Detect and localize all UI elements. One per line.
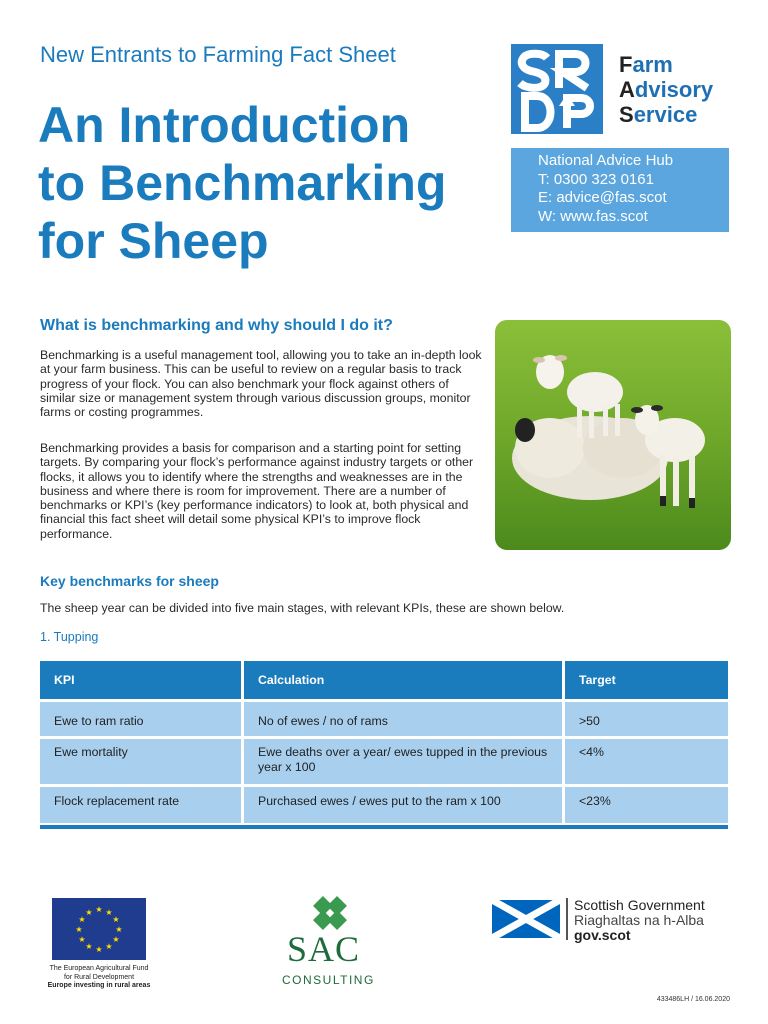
table-row xyxy=(40,739,728,784)
sac-logo-text: SAC xyxy=(287,929,361,969)
svg-text:★: ★ xyxy=(95,945,103,954)
cell-kpi: Flock replacement rate xyxy=(40,787,241,823)
logo-line-service xyxy=(619,102,713,127)
svg-text:★: ★ xyxy=(85,908,93,917)
cell-calculation: Ewe deaths over a year/ ewes tupped in the previous year x 100 xyxy=(244,739,562,784)
header-target: Target xyxy=(565,661,728,699)
section-heading-key-benchmarks: Key benchmarks for sheep xyxy=(40,573,219,589)
eu-line: for Rural Development xyxy=(63,973,135,981)
logo-word: ervice xyxy=(633,102,698,127)
scot-divider xyxy=(566,898,568,940)
sheep-photo xyxy=(495,320,731,550)
eu-caption xyxy=(40,965,158,991)
hub-email[interactable]: E: advice@fas.scot xyxy=(538,189,667,206)
scot-gov-logo-text xyxy=(574,898,705,943)
svg-text:★: ★ xyxy=(115,925,123,934)
logo-initial: S xyxy=(619,102,634,127)
cell-target: <23% xyxy=(565,787,728,823)
benchmarks-intro: The sheep year can be divided into five main stages, with relevant KPIs, these are shown below. xyxy=(40,601,565,615)
svg-text:★: ★ xyxy=(105,942,113,951)
sheep-illustration xyxy=(495,320,731,550)
advice-hub-box xyxy=(511,148,729,232)
eu-line: Europe investing in rural areas xyxy=(47,982,151,989)
svg-text:★: ★ xyxy=(78,915,86,924)
logo-line-advisory xyxy=(619,77,713,102)
section-heading-what-is: What is benchmarking and why should I do it? xyxy=(40,317,393,334)
kpi-table xyxy=(40,661,728,829)
cell-calculation: Purchased ewes / ewes put to the ram x 100 xyxy=(244,787,562,823)
svg-text:★: ★ xyxy=(95,905,103,914)
paragraph-basis: Benchmarking provides a basis for comparison and a starting point for setting targets. By comparing your flock’s performance against industry targets or other flocks, it allows you to identify where the strengths and weaknesses are in the business and where there is room for improvement. There are a number of benchmarks or KPI’s (key performance indicators) to look at, both physical and financial this fact sheet will detail some physical KPI’s to improve flock performance. xyxy=(40,441,474,541)
logo-line-farm xyxy=(619,52,713,77)
svg-text:★: ★ xyxy=(75,925,83,934)
eu-line: The European Agricultural Fund xyxy=(49,965,149,972)
srdp-logo xyxy=(511,44,603,134)
page-title xyxy=(38,96,498,270)
header-calculation: Calculation xyxy=(244,661,562,699)
svg-text:★: ★ xyxy=(112,935,120,944)
logo-initial: A xyxy=(619,77,635,102)
eu-stars xyxy=(52,898,146,960)
srdp-logo-mark xyxy=(511,44,603,134)
cell-target: >50 xyxy=(565,702,728,736)
svg-text:★: ★ xyxy=(85,942,93,951)
svg-text:★: ★ xyxy=(105,908,113,917)
logo-initial: F xyxy=(619,52,633,77)
document-code: 433486LH / 16.06.2020 xyxy=(656,996,730,1003)
table-header-row xyxy=(40,661,728,699)
paragraph-intro: Benchmarking is a useful management tool, allowing you to take an in-depth look at your farm business. This can be useful to review on a regular basis to track progress of your flock. You can also benchmark your flock against others of similar size or management system through various discussion groups, monitor farms or costing programmes. xyxy=(40,348,482,420)
cell-kpi: Ewe to ram ratio xyxy=(40,702,241,736)
svg-text:★: ★ xyxy=(112,915,120,924)
table-bottom-rule xyxy=(40,825,728,829)
eu-flag-icon xyxy=(52,898,146,960)
title-line: An Introduction xyxy=(38,97,411,153)
hub-title: National Advice Hub xyxy=(538,152,674,169)
header-kpi: KPI xyxy=(40,661,241,699)
stage-label-tupping: 1. Tupping xyxy=(40,630,99,644)
fas-logo-text xyxy=(619,52,713,127)
cell-kpi: Ewe mortality xyxy=(40,739,241,784)
cell-target: <4% xyxy=(565,739,728,784)
cell-calculation: No of ewes / no of rams xyxy=(244,702,562,736)
table-row xyxy=(40,787,728,823)
logo-word: dvisory xyxy=(634,77,714,102)
table-row xyxy=(40,702,728,736)
title-line: for Sheep xyxy=(38,213,269,269)
saltire-flag-icon xyxy=(492,900,560,938)
hub-phone[interactable]: T: 0300 323 0161 xyxy=(538,170,654,188)
scot-gov-en: Scottish Government xyxy=(574,897,705,913)
svg-text:★: ★ xyxy=(78,935,86,944)
logo-word: arm xyxy=(632,52,673,77)
scot-gov-gd: Riaghaltas na h-Alba xyxy=(574,912,704,928)
fact-sheet-subtitle: New Entrants to Farming Fact Sheet xyxy=(40,42,396,67)
sac-consulting-text: CONSULTING xyxy=(282,973,375,987)
hub-web[interactable]: W: www.fas.scot xyxy=(538,207,648,225)
scot-gov-web: gov.scot xyxy=(574,927,631,943)
title-line: to Benchmarking xyxy=(38,155,447,211)
